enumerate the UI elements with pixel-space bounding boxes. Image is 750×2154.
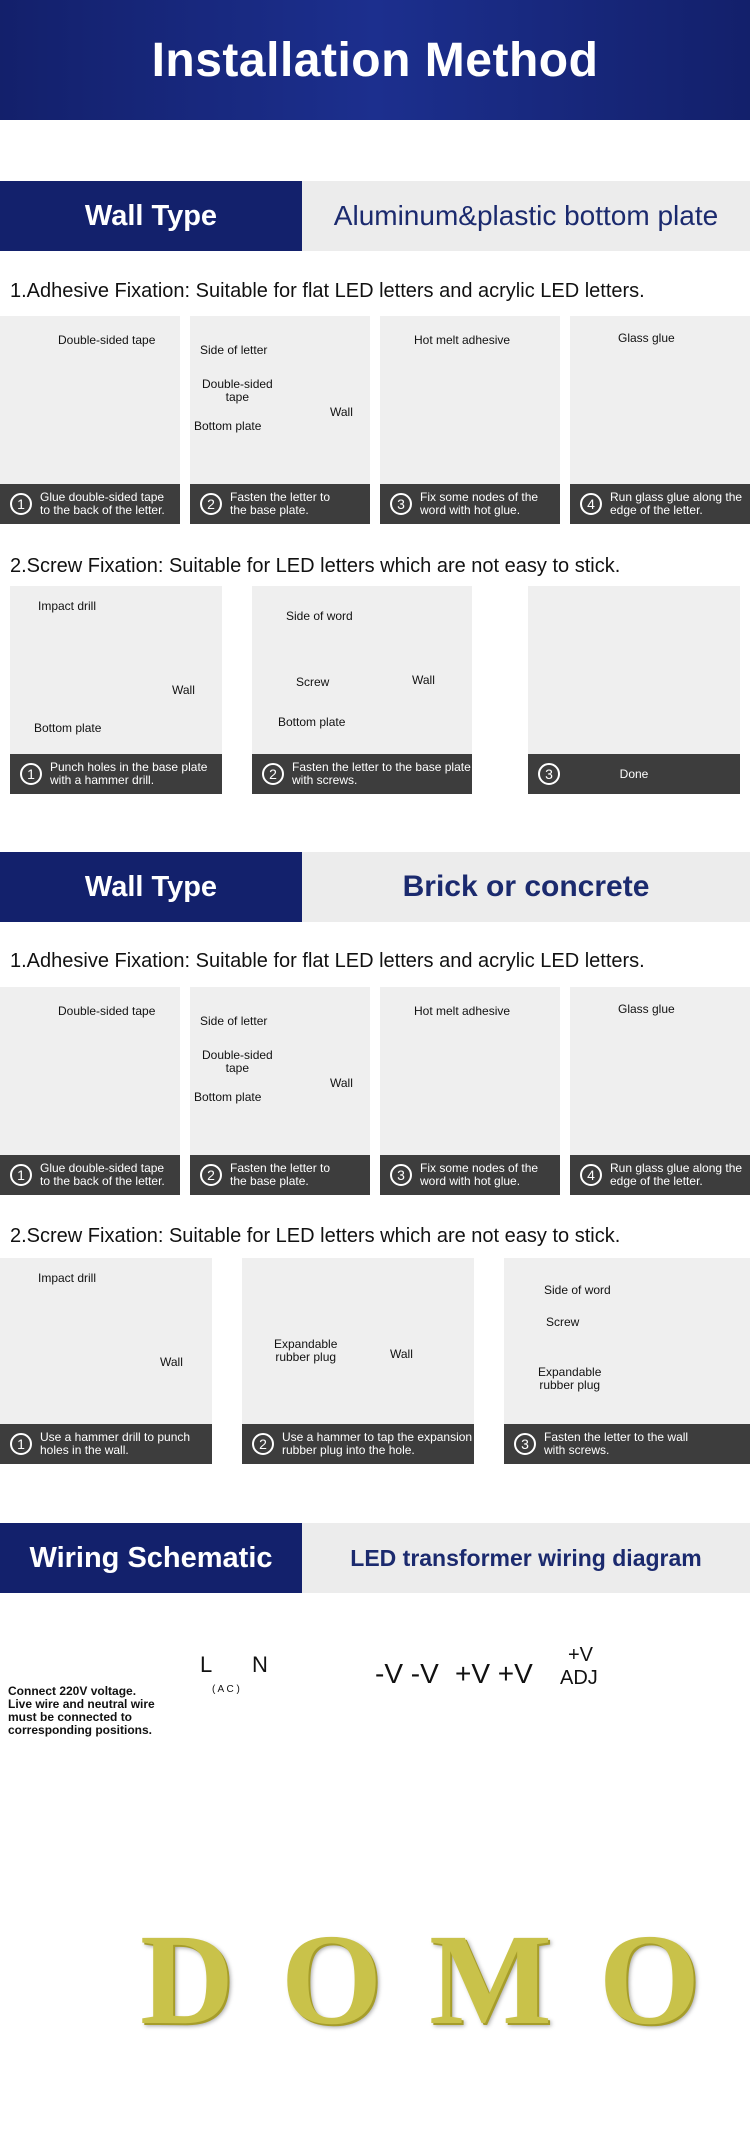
step-caption-text: Fix some nodes of the word with hot glue.	[420, 490, 539, 517]
section-type-label: Wall Type	[0, 181, 302, 251]
step-caption	[380, 484, 560, 524]
step-caption	[570, 484, 750, 524]
step-number: 2	[262, 763, 284, 785]
step-caption-text: Fasten the letter to the base plate.	[230, 490, 331, 517]
step-number: 4	[580, 1164, 602, 1186]
adhesive-step-card	[190, 316, 370, 524]
section-subtype-label: Brick or concrete	[302, 852, 750, 922]
section-header	[0, 181, 750, 251]
screw-step-card	[10, 586, 222, 794]
step-number: 2	[200, 493, 222, 515]
step-caption-text: Fasten the letter to the base plate with screws.	[292, 760, 471, 787]
wiring-title: Wiring Schematic	[0, 1523, 302, 1593]
diagram-label: Side of word	[286, 609, 353, 623]
diagram-label: Wall	[390, 1347, 413, 1361]
wiring-note: Connect 220V voltage. Live wire and neutral wire must be connected to corresponding positions.	[8, 1684, 155, 1737]
diagram-label: Wall	[330, 405, 353, 419]
diagram-label: Screw	[296, 675, 330, 689]
header-banner	[0, 0, 750, 120]
diagram-label: Bottom plate	[194, 419, 262, 433]
diagram-label: Wall	[172, 683, 195, 697]
adhesive-step-card	[570, 987, 750, 1195]
step-caption	[190, 484, 370, 524]
step-number: 3	[390, 1164, 412, 1186]
diagram-label: Bottom plate	[278, 715, 346, 729]
step-number: 2	[200, 1164, 222, 1186]
step-caption	[0, 484, 180, 524]
step-caption	[570, 1155, 750, 1195]
step-caption	[252, 754, 472, 794]
terminal-adj-top-label: +V	[568, 1644, 594, 1666]
step-number: 4	[580, 493, 602, 515]
sign-letter: D	[140, 1908, 234, 2052]
terminal-L-label: L	[200, 1652, 213, 1677]
step-caption-text: Use a hammer drill to punch holes in the wall.	[40, 1430, 191, 1457]
wiring-subtitle: LED transformer wiring diagram	[302, 1523, 750, 1593]
terminal-positive-label: +V +V	[455, 1658, 533, 1689]
terminal-N-label: N	[252, 1652, 268, 1677]
step-caption	[0, 1155, 180, 1195]
step-caption-text: Fix some nodes of the word with hot glue.	[420, 1161, 539, 1188]
diagram-label: Glass glue	[618, 1002, 675, 1016]
step-caption	[504, 1424, 750, 1464]
step-caption-text: Use a hammer to tap the expansion rubber plug into the hole.	[282, 1430, 473, 1457]
diagram-label: Side of letter	[200, 343, 268, 357]
adhesive-fixation-title: 1.Adhesive Fixation: Suitable for flat LED letters and acrylic LED letters.	[10, 950, 645, 972]
adhesive-step-card	[0, 987, 180, 1195]
diagram-label: Wall	[412, 673, 435, 687]
diagram-label: Side of letter	[200, 1014, 268, 1028]
screw-step-card	[242, 1258, 474, 1464]
adhesive-step-card	[380, 316, 560, 524]
terminal-ac-label: ( A C )	[212, 1684, 240, 1695]
screw-step-card	[0, 1258, 212, 1464]
screw-step-card	[504, 1258, 750, 1464]
step-caption	[528, 754, 740, 794]
screw-fixation-title: 2.Screw Fixation: Suitable for LED letters which are not easy to stick.	[10, 1225, 621, 1247]
adhesive-step-card	[190, 987, 370, 1195]
adhesive-step-card	[380, 987, 560, 1195]
step-number: 2	[252, 1433, 274, 1455]
diagram-label: Bottom plate	[194, 1090, 262, 1104]
terminal-negative-label: -V -V	[375, 1658, 439, 1689]
screw-fixation-title: 2.Screw Fixation: Suitable for LED letters which are not easy to stick.	[10, 555, 621, 577]
step-caption-text: Punch holes in the base plate with a hammer drill.	[50, 760, 208, 787]
step-number: 3	[514, 1433, 536, 1455]
diagram-label: Impact drill	[38, 1271, 97, 1285]
section-subtype-label: Aluminum&plastic bottom plate	[302, 181, 750, 251]
step-number: 1	[10, 493, 32, 515]
step-caption-text: Glue double-sided tape to the back of the letter.	[40, 490, 165, 517]
step-caption	[10, 754, 222, 794]
step-caption-text: Run glass glue along the edge of the letter.	[610, 490, 743, 517]
screw-step-card	[252, 586, 472, 794]
adhesive-step-card	[0, 316, 180, 524]
sign-letter: O	[280, 1908, 383, 2052]
section-header	[0, 852, 750, 922]
diagram-label: Impact drill	[38, 599, 97, 613]
diagram-label: Double-sided tape	[58, 1004, 156, 1018]
diagram-label: Hot melt adhesive	[414, 1004, 511, 1018]
sign-letters	[140, 1908, 700, 2052]
diagram-label: Expandable rubber plug	[274, 1337, 338, 1364]
terminal-adj-bottom-label: ADJ	[560, 1667, 598, 1689]
step-number: 3	[390, 493, 412, 515]
diagram-label: Expandable rubber plug	[538, 1365, 602, 1392]
step-caption-text: Fasten the letter to the base plate.	[230, 1161, 331, 1188]
step-caption	[190, 1155, 370, 1195]
sign-letter: O	[598, 1908, 700, 2052]
wiring-section-header	[0, 1523, 750, 1593]
screw-step-card	[528, 586, 740, 794]
page-title: Installation Method	[151, 33, 599, 87]
adhesive-step-card	[570, 316, 750, 524]
step-caption	[380, 1155, 560, 1195]
step-caption-text: Glue double-sided tape to the back of the letter.	[40, 1161, 165, 1188]
step-caption-text: Done	[619, 766, 649, 781]
step-number: 1	[20, 763, 42, 785]
adhesive-fixation-title: 1.Adhesive Fixation: Suitable for flat LED letters and acrylic LED letters.	[10, 280, 645, 302]
diagram-label: Side of word	[544, 1283, 611, 1297]
step-number: 1	[10, 1164, 32, 1186]
diagram-label: Double-sided tape	[58, 333, 156, 347]
diagram-label: Glass glue	[618, 331, 675, 345]
diagram-label: Screw	[546, 1315, 580, 1329]
step-number: 1	[10, 1433, 32, 1455]
diagram-label: Double-sided tape	[202, 377, 273, 404]
step-caption-text: Run glass glue along the edge of the letter.	[610, 1161, 743, 1188]
diagram-label: Wall	[160, 1355, 183, 1369]
diagram-label: Hot melt adhesive	[414, 333, 511, 347]
step-caption	[0, 1424, 212, 1464]
step-caption	[242, 1424, 474, 1464]
diagram-label: Wall	[330, 1076, 353, 1090]
step-caption-text: Fasten the letter to the wall with screws.	[544, 1430, 689, 1457]
sign-letter: M	[429, 1908, 552, 2052]
step-number: 3	[538, 763, 560, 785]
diagram-label: Double-sided tape	[202, 1048, 273, 1075]
section-type-label: Wall Type	[0, 852, 302, 922]
diagram-label: Bottom plate	[34, 721, 102, 735]
